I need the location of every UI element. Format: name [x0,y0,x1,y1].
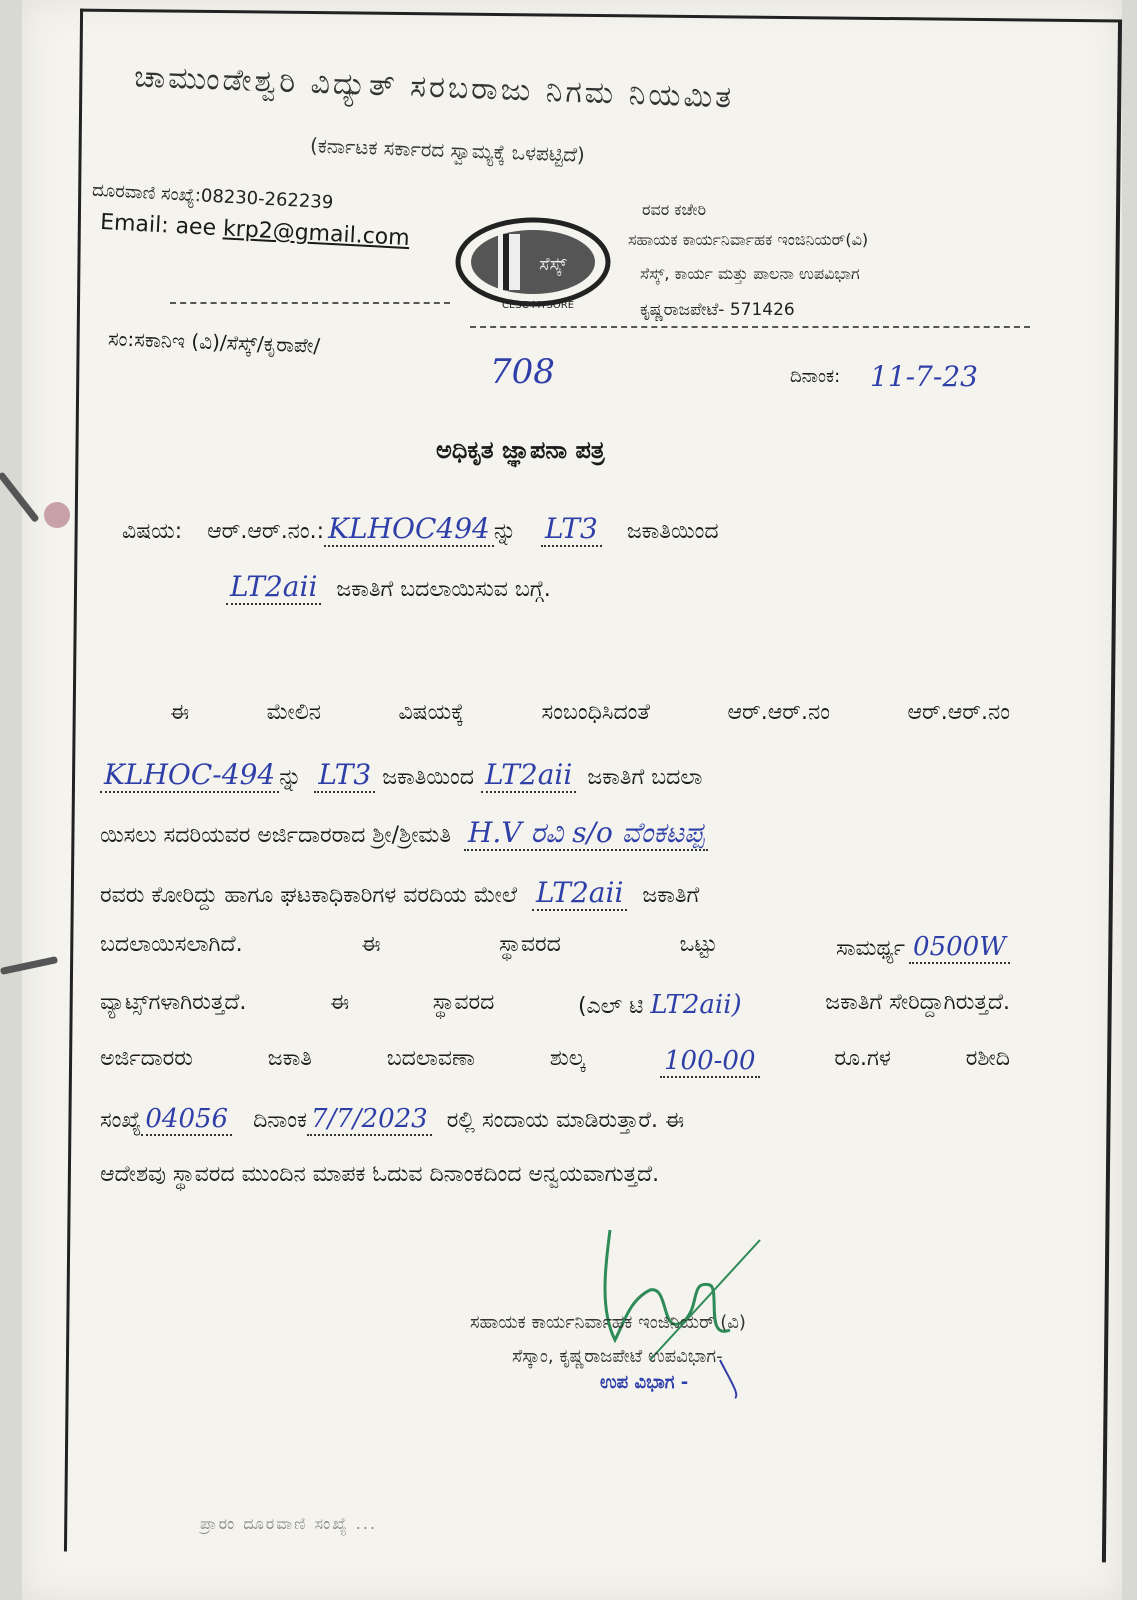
signatory-designation: ಸಹಾಯಕ ಕಾರ್ಯನಿರ್ವಾಹಕ ಇಂಜಿನಿಯರ್ (ವಿ) [470,1312,746,1333]
signatory-office: ಸೆಸ್ಕಾಂ, ಕೃಷ್ಣರಾಜಪೇಟೆ ಉಪವಿಭಾಗ- [512,1346,723,1367]
subject-rr-label: ಆರ್.ಆರ್.ನಂ.: [207,519,325,544]
body-l6-tariff: LT2aii) [650,990,742,1020]
body-line-8: ಸಂಖ್ಯೆ 04056 ದಿನಾಂಕ 7/7/2023 ರಲ್ಲಿ ಸಂದಾಯ ಮಾಡಿರುತ್ತಾರೆ. ಈ [100,1104,685,1134]
subject-label: ವಿಷಯ: [122,519,183,544]
applicant-name: H.V ರವಿ s/o ವೆಂಕಟಪ್ಪ [464,816,708,851]
subject-to-tariff: LT2aii [226,570,321,605]
stamp-text: ಉಪ ವಿಭಾಗ - [600,1372,689,1393]
body-rr-value: KLHOC-494 [100,758,279,793]
subject-nu: ನ್ನು [493,519,517,544]
body-l4-tariff: LT2aii [532,876,627,911]
header-divider-right [470,326,1030,328]
punch-hole [44,502,70,528]
body-line-3: ಯಿಸಲು ಸದರಿಯವರ ಅರ್ಜಿದಾರರಾದ ಶ್ರೀ/ಶ್ರೀಮತಿ H.V ರವಿ s/o ವೆಂಕಟಪ್ಪ [100,816,708,850]
body-line-6: ವ್ಯಾಟ್ಸ್‌ಗಳಾಗಿರುತ್ತದೆ. ಈ ಸ್ಥಾವರದ (ಎಲ್ ಟಿ LT2aii) ಜಕಾತಿಗೆ ಸೇರಿದ್ದಾಗಿರುತ್ತದೆ. [100,990,1010,1020]
footer-text: ಪ್ರಾರಂ ದೂರವಾಣಿ ಸಂಖ್ಯೆ ... [200,1514,378,1533]
office-line-2: ಸಹಾಯಕ ಕಾರ್ಯನಿರ್ವಾಹಕ ಇಂಜಿನಿಯರ್(ವಿ) [628,230,869,249]
svg-text:ಸೆಸ್ಕ್: ಸೆಸ್ಕ್ [539,254,567,275]
company-name: ಚಾಮುಂಡೇಶ್ವರಿ ವಿದ್ಯುತ್ ಸರಬರಾಜು ನಿಗಮ ನಿಯಮಿತ [133,59,735,116]
cesc-logo [453,212,623,312]
receipt-date: 7/7/2023 [307,1104,432,1136]
body-line-5: ಬದಲಾಯಿಸಲಾಗಿದೆ. ಈ ಸ್ಥಾವರದ ಒಟ್ಟು ಸಾಮರ್ಥ್ಯ 0500W [100,932,1010,962]
body-line-9: ಆದೇಶವು ಸ್ಥಾವರದ ಮುಂದಿನ ಮಾಪಕ ಓದುವ ದಿನಾಂಕದಿಂದ ಅನ್ವಯವಾಗುತ್ತದೆ. [100,1162,660,1187]
body-from-tariff: LT3 [314,758,375,793]
receipt-number: 04056 [141,1104,232,1136]
subject-from-suffix: ಜಕಾತಿಯಿಂದ [626,519,719,544]
subject-rr-value: KLHOC494 [324,512,494,547]
office-line-4: ಕೃಷ್ಣರಾಜಪೇಟೆ- 571426 [640,300,795,320]
header-divider-left [170,302,450,304]
reference-number: 708 [490,352,555,392]
body-to-tariff: LT2aii [481,758,576,793]
govt-ownership-line: (ಕರ್ನಾಟಕ ಸರ್ಕಾರದ ಸ್ವಾಮ್ಯಕ್ಕೆ ಒಳಪಟ್ಟಿದೆ) [309,133,586,167]
office-line-1: ರವರ ಕಚೇರಿ [642,200,707,219]
date-label: ದಿನಾಂಕ: [790,366,841,387]
body-line-4: ರವರು ಕೋರಿದ್ದು ಹಾಗೂ ಘಟಕಾಧಿಕಾರಿಗಳ ವರದಿಯ ಮೇಲೆ LT2aii ಜಕಾತಿಗೆ [100,876,700,909]
email-value[interactable]: krp2@gmail.com [222,216,411,252]
date-value: 11-7-23 [870,360,978,393]
change-fee: 100-00 [660,1046,760,1078]
subject-to-suffix: ಜಕಾತಿಗೆ ಬದಲಾಯಿಸುವ ಬಗ್ಗೆ. [336,577,551,602]
email-label: Email: aee [99,209,217,241]
sanctioned-load: 0500W [909,932,1010,964]
body-line-2: KLHOC-494 ನ್ನು LT3 ಜಕಾತಿಯಿಂದ LT2aii ಜಕಾತಿಗೆ ಬದಲಾ [100,758,702,791]
office-line-3: ಸೆಸ್ಕ್, ಕಾರ್ಯ ಮತ್ತು ಪಾಲನಾ ಉಪವಿಭಾಗ [640,264,860,283]
body-line-1: ಈ ಮೇಲಿನ ವಿಷಯಕ್ಕೆ ಸಂಬಂಧಿಸಿದಂತೆ ಆರ್.ಆರ್.ನಂ ಆರ್.ಆರ್.ನಂ [170,700,1010,725]
svg-text:CESC MYSORE: CESC MYSORE [501,300,575,311]
document-title: ಅಧಿಕೃತ ಜ್ಞಾಪನಾ ಪತ್ರ [436,436,605,464]
phone-number: ದೂರವಾಣಿ ಸಂಖ್ಯೆ:08230-262239 [91,179,334,214]
reference-label: ಸಂ:ಸಕಾನಿಇ (ವಿ)/ಸೆಸ್ಕ್/ಕೃರಾಪೇ/ [107,326,321,358]
subject-line-2 [226,570,551,603]
subject-line-1 [122,512,719,545]
subject-from-tariff: LT3 [541,512,602,547]
body-line-7: ಅರ್ಜಿದಾರರು ಜಕಾತಿ ಬದಲಾವಣಾ ಶುಲ್ಕ 100-00 ರೂ.ಗಳ ರಶೀದಿ [100,1046,1010,1076]
